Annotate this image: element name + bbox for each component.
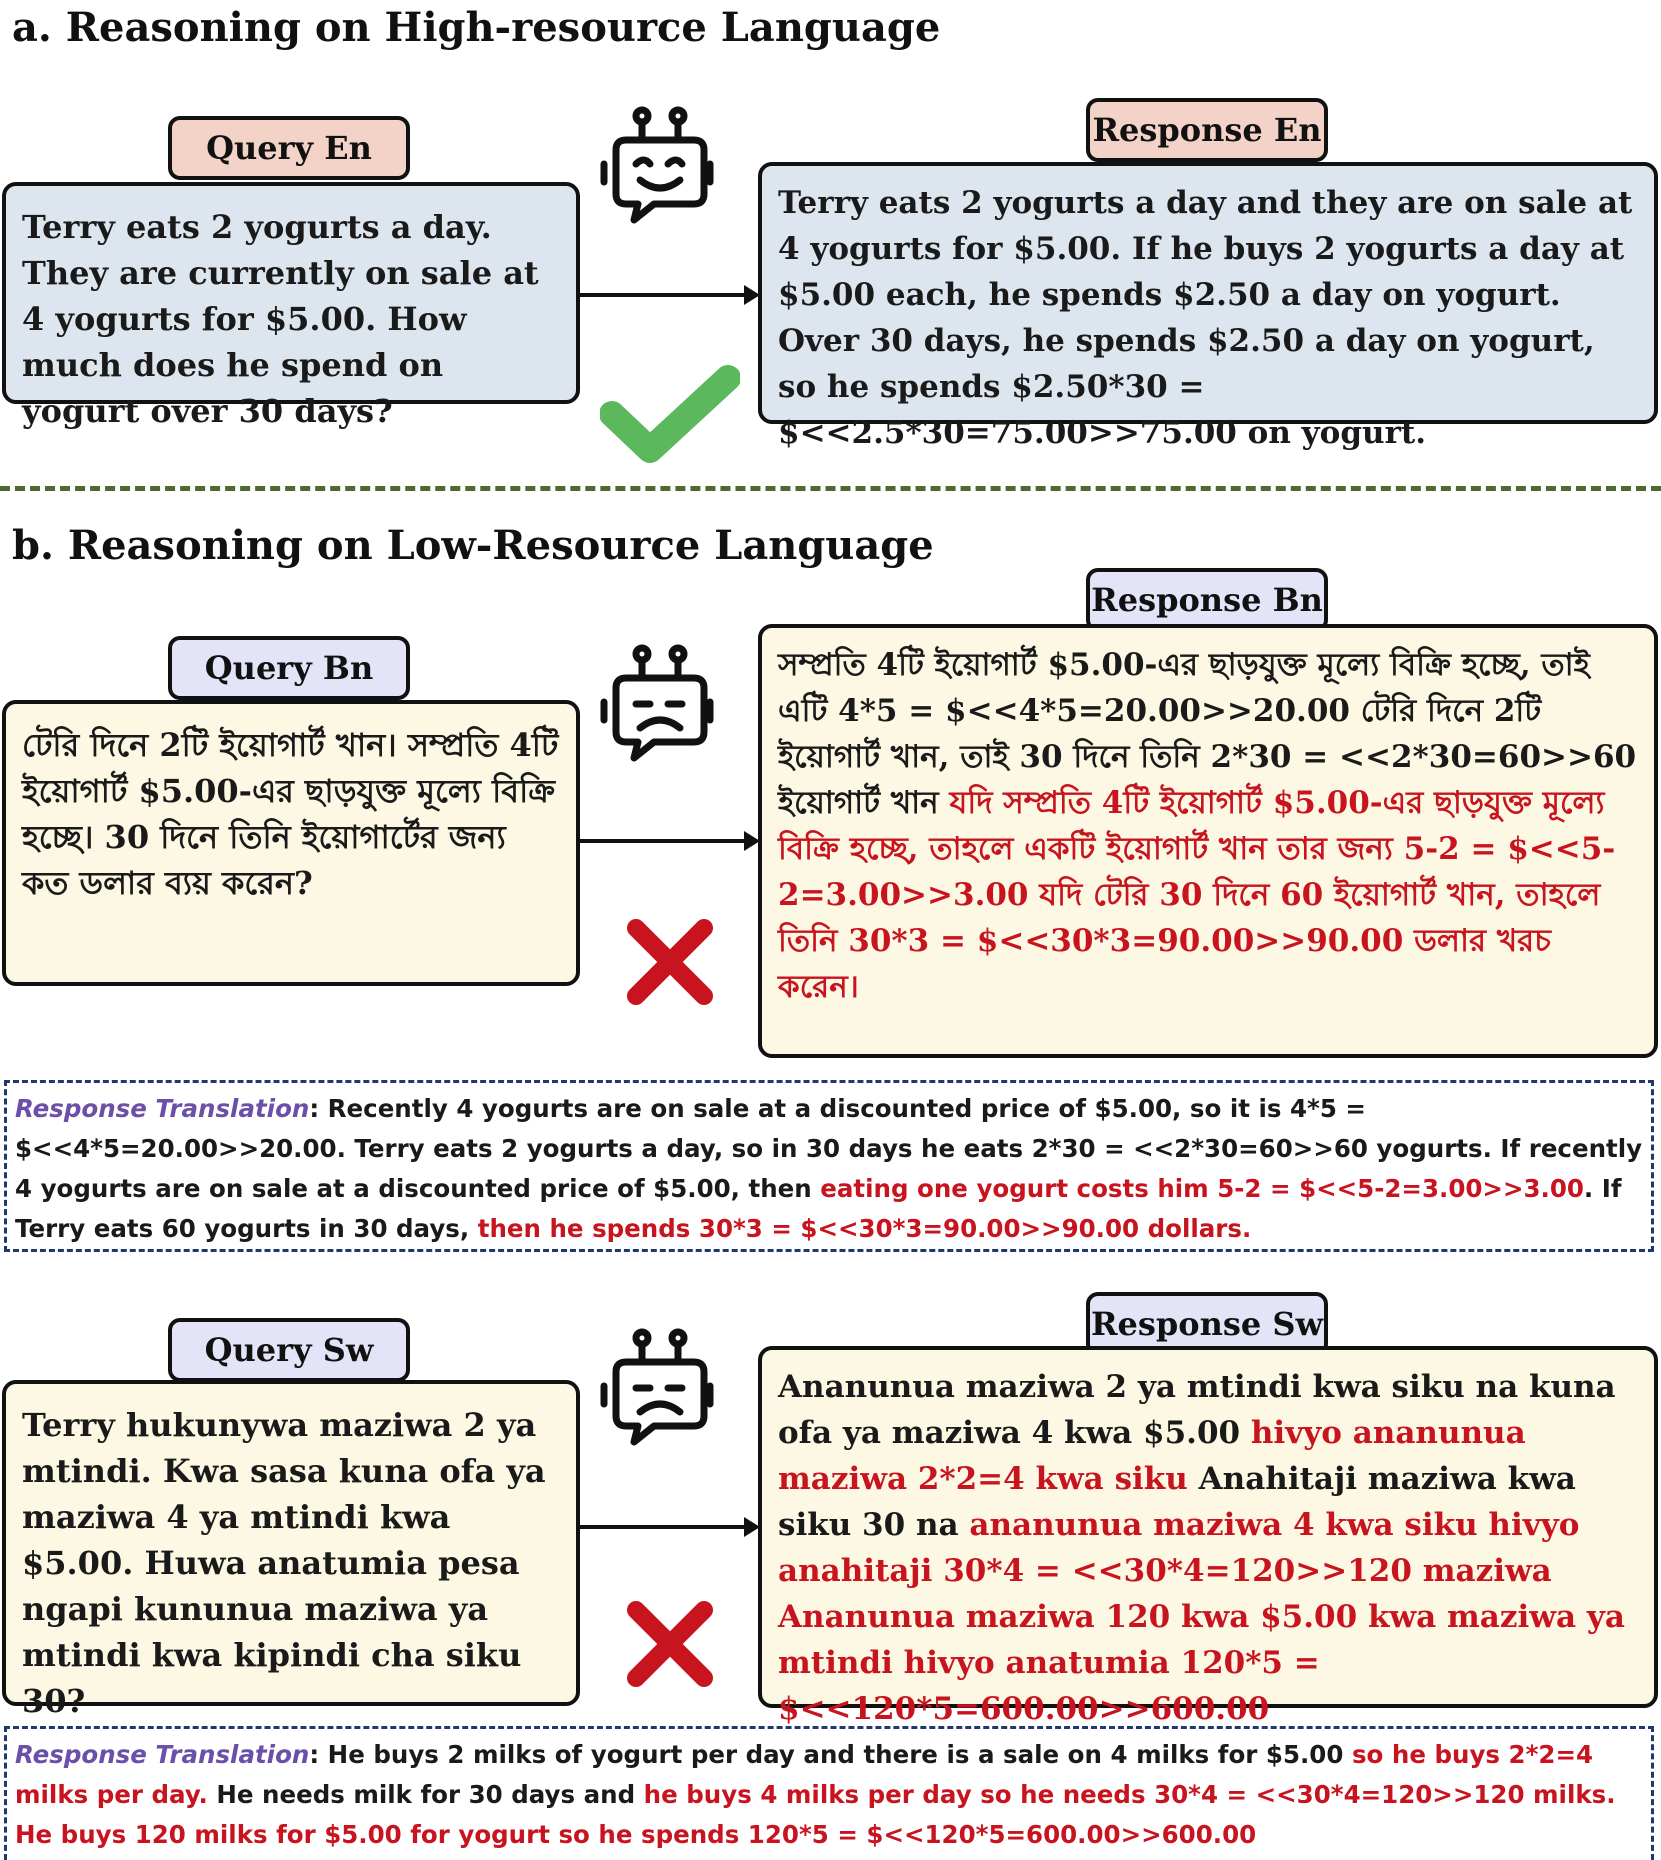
response-bn-text-part1: সম্প্রতি 4টি ইয়োগার্ট $5.00-এর ছাড়যুক্ত মূল্যে বিক্রি হচ্ছে, তাই এটি 4*5 = $<<4*5=20.00>>20.00 টেরি দিনে 2টি ইয়োগার্ট খান, তাই 30 দিনে তিনি 2*30 = <<2*30=60>>60 ইয়োগার্ট খান xyxy=(778,647,1637,821)
query-sw-tag: Query Sw xyxy=(168,1318,410,1382)
translation-bn-box xyxy=(4,1080,1654,1252)
robot-happy-icon xyxy=(596,106,716,230)
robot-sad-icon xyxy=(596,1328,716,1452)
translation-bn-part4: then he spends 30*3 = $<<30*3=90.00>>90.00 dollars. xyxy=(477,1214,1252,1243)
section-divider xyxy=(0,486,1661,491)
robot-sad-icon xyxy=(596,644,716,768)
arrow-en xyxy=(580,293,756,297)
section-b-title: b. Reasoning on Low-Resource Language xyxy=(12,522,934,569)
response-sw-text-part4: ananunua maziwa 4 kwa siku hivyo anahitaji 30*4 = <<30*4=120>>120 maziwa Ananunua maziwa 120 kwa $5.00 kwa maziwa ya mtindi hivyo anatumia 120*5 = $<<120*5=600.00>>600.00 xyxy=(778,1507,1625,1727)
translation-sw-part1: : He buys 2 milks of yogurt per day and there is a sale on 4 milks for $5.00 xyxy=(309,1740,1352,1769)
translation-bn-part1: : Recently 4 yogurts are on sale at a discounted price of $5.00, so it is 4*5 = $<<4*5=20.00>>20.00. Terry eats 2 yogurts a day, so in 30 days he eats 2*30 = <<2*30=60>>60 yogurts. If recently 4 yogurts are on sale at a discounted price of $5.00, then xyxy=(15,1094,1643,1203)
query-en-text: Terry eats 2 yogurts a day. They are currently on sale at 4 yogurts for $5.00. How much does he spend on yogurt over 30 days? xyxy=(22,208,539,430)
translation-sw-part3: He needs milk for 30 days and xyxy=(207,1780,644,1809)
section-a-title: a. Reasoning on High-resource Language xyxy=(12,4,941,51)
query-sw-box xyxy=(2,1380,580,1720)
response-sw-text-part2: hivyo ananunua maziwa 2*2=4 kwa siku xyxy=(778,1415,1526,1497)
arrow-sw xyxy=(580,1525,756,1529)
arrow-bn xyxy=(580,839,756,843)
response-sw-text-part1: Ananunua maziwa 2 ya mtindi kwa siku na kuna ofa ya maziwa 4 kwa $5.00 xyxy=(778,1369,1616,1451)
query-bn-box xyxy=(2,700,580,986)
response-en-box xyxy=(758,162,1658,451)
translation-bn-label: Response Translation xyxy=(15,1094,310,1123)
translation-sw-box xyxy=(4,1726,1654,1860)
response-bn-box xyxy=(758,624,1658,1058)
translation-sw-part4: he buys 4 milks per day so he needs 30*4 = <<30*4=120>>120 milks. He buys 120 milks for $5.00 for yogurt so he spends 120*5 = $<<120*5=600.00>>600.00 xyxy=(15,1780,1616,1849)
translation-bn-part3: . If Terry eats 60 yogurts in 30 days, xyxy=(15,1174,1622,1243)
translation-sw-part2: so he buys 2*2=4 milks per day. xyxy=(15,1740,1594,1809)
response-bn-text-part2: যদি সম্প্রতি 4টি ইয়োগার্ট $5.00-এর ছাড়যুক্ত মূল্যে বিক্রি হচ্ছে, তাহলে একটি ইয়োগার্ট খান তার জন্য 5-2 = $<<5-2=3.00>>3.00 যদি টেরি 30 দিনে 60 ইয়োগার্ট খান, তাহলে তিনি 30*3 = $<<30*3=90.00>>90.00 ডলার খরচ করেন। xyxy=(778,785,1616,1005)
checkmark-icon xyxy=(600,364,740,464)
query-sw-text: Terry hukunywa maziwa 2 ya mtindi. Kwa sasa kuna ofa ya maziwa 4 ya mtindi kwa $5.00. Huwa anatumia pesa ngapi kununua maziwa ya mtindi kwa kipindi cha siku 30? xyxy=(22,1406,546,1720)
translation-bn-part2: eating one yogurt costs him 5-2 = $<<5-2=3.00>>3.00 xyxy=(820,1174,1584,1203)
query-en-box xyxy=(2,182,580,430)
cross-bn-icon xyxy=(622,914,718,1010)
response-sw-text-part3: Anahitaji maziwa kwa siku 30 na xyxy=(778,1461,1576,1543)
response-en-text: Terry eats 2 yogurts a day and they are on sale at 4 yogurts for $5.00. If he buys 2 yogurts a day at $5.00 each, he spends $2.50 a day on yogurt. Over 30 days, he spends $2.50 a day on yogurt, so he spends $2.50*30 = $<<2.5*30=75.00>>75.00 on yogurt. xyxy=(778,185,1633,451)
cross-sw-icon xyxy=(622,1596,718,1692)
response-sw-box xyxy=(758,1346,1658,1727)
query-en-tag: Query En xyxy=(168,116,410,180)
response-bn-tag: Response Bn xyxy=(1086,568,1328,632)
translation-sw-label: Response Translation xyxy=(15,1740,310,1769)
query-bn-text: টেরি দিনে 2টি ইয়োগার্ট খান। সম্প্রতি 4টি ইয়োগার্ট $5.00-এর ছাড়যুক্ত মূল্যে বিক্রি হচ্ছে। 30 দিনে তিনি ইয়োগার্টের জন্য কত ডলার ব্যয় করেন? xyxy=(22,726,559,902)
response-en-tag: Response En xyxy=(1086,98,1328,162)
response-sw-tag: Response Sw xyxy=(1086,1292,1328,1356)
query-bn-tag: Query Bn xyxy=(168,636,410,700)
